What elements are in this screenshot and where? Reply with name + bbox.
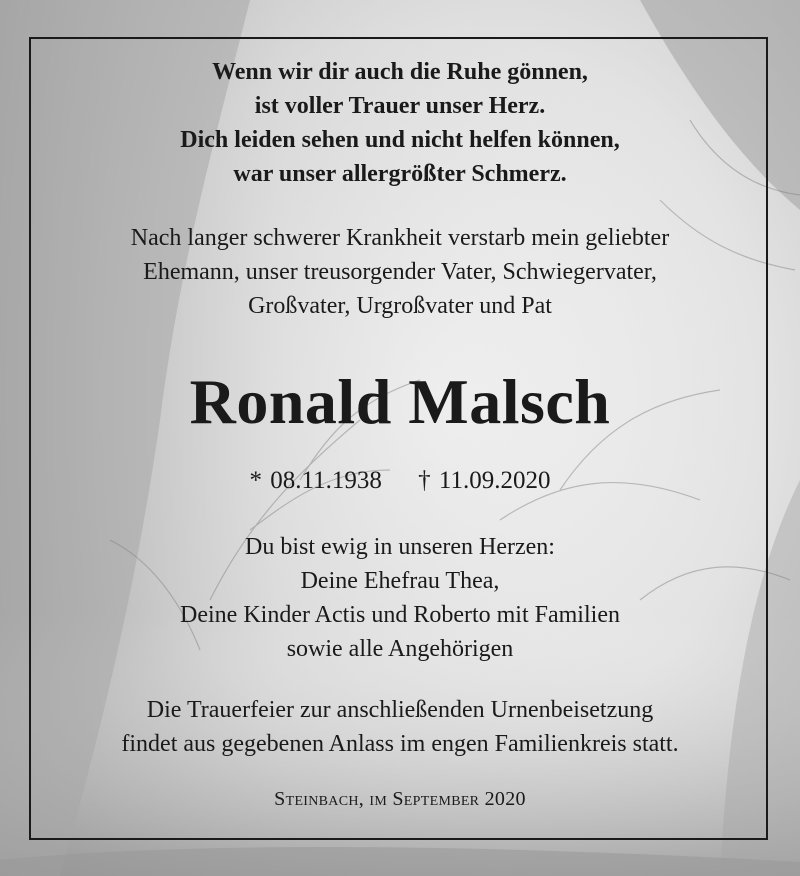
poem-line: war unser allergrößter Schmerz.: [233, 161, 567, 187]
deceased-name: Ronald Malsch: [189, 366, 611, 437]
poem-line: Wenn wir dir auch die Ruhe gönnen,: [212, 59, 588, 85]
announcement-line: Großvater, Urgroßvater und Pat: [248, 293, 552, 319]
mourners-line: Deine Kinder Actis und Roberto mit Familien: [180, 602, 620, 628]
birth-date: * 08.11.1938: [249, 467, 382, 494]
life-dates: [0, 467, 800, 495]
ceremony-line: Die Trauerfeier zur anschließenden Urnenbeisetzung: [146, 697, 654, 723]
mourners-line: sowie alle Angehörigen: [286, 636, 514, 662]
poem-line: Dich leiden sehen und nicht helfen können,: [180, 127, 620, 153]
ceremony-line: findet aus gegebenen Anlass im engen Familienkreis statt.: [121, 731, 679, 757]
announcement-line: Nach langer schwerer Krankheit verstarb mein geliebter: [130, 225, 670, 251]
death-date: † 11.09.2020: [418, 467, 551, 494]
poem-line: ist voller Trauer unser Herz.: [254, 93, 546, 119]
mourners-line: Deine Ehefrau Thea,: [300, 568, 500, 594]
announcement-line: Ehemann, unser treusorgender Vater, Schwiegervater,: [143, 259, 657, 285]
place-and-date: Steinbach, im September 2020: [274, 788, 526, 810]
mourners-line: Du bist ewig in unseren Herzen:: [245, 534, 555, 560]
